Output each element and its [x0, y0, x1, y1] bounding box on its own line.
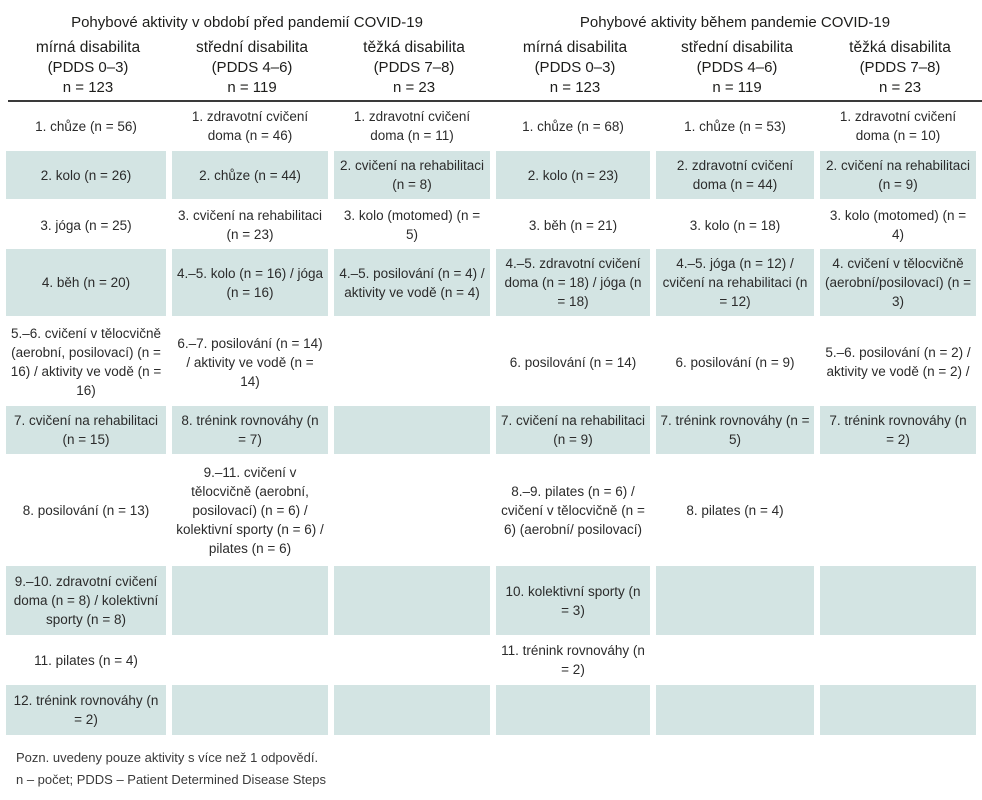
cell-text: 3. kolo (motomed) (n = 5) — [343, 208, 481, 242]
cell-text: 6.–7. posilování (n = 14) / aktivity ve vodě (n = 14) — [177, 335, 323, 389]
table-cell — [6, 249, 166, 316]
cell-text: 8.–9. pilates (n = 6) / cvičení v tělocvičně (n = 6) (aerobní/ posilovací) — [501, 483, 645, 537]
cell-text: 1. chůze (n = 53) — [684, 118, 786, 134]
column-header-n: n = 23 — [392, 79, 436, 96]
cell-text: 2. cvičení na rehabilitaci (n = 8) — [339, 158, 485, 192]
table-cell — [820, 203, 976, 247]
table-cell — [6, 151, 166, 199]
cell-text: 2. kolo (n = 26) — [40, 167, 132, 183]
table-cell — [6, 456, 166, 564]
table-cell — [334, 249, 490, 316]
cell-text: 9.–10. zdravotní cvičení doma (n = 8) / kolektivní sporty (n = 8) — [13, 574, 159, 627]
table-cell — [334, 151, 490, 199]
table-cell — [6, 566, 166, 635]
cell-text: 7. trénink rovnováhy (n = 2) — [829, 413, 967, 447]
column-header-n: n = 123 — [62, 79, 114, 96]
column-header-title: střední disabilita — [680, 39, 793, 56]
cell-text: 8. pilates (n = 4) — [686, 502, 784, 518]
table-cell — [820, 320, 976, 404]
column-header — [496, 38, 654, 98]
table-cell — [172, 103, 328, 149]
table-cell — [172, 685, 328, 735]
column-header-title: mírná disabilita — [522, 39, 628, 56]
table-cell — [334, 320, 490, 404]
table-cell — [172, 566, 328, 635]
table-cell — [6, 685, 166, 735]
table-cell — [172, 203, 328, 247]
table-cell — [656, 456, 814, 564]
column-header-title: těžká disabilita — [849, 39, 951, 56]
cell-text: 2. cvičení na rehabilitaci (n = 9) — [825, 158, 971, 192]
table-cell — [656, 685, 814, 735]
table-cell — [496, 203, 650, 247]
table-cell — [172, 249, 328, 316]
column-header — [172, 38, 332, 98]
table-cell — [496, 456, 650, 564]
cell-text: 3. kolo (n = 18) — [689, 217, 781, 233]
table-cell — [6, 103, 166, 149]
cell-text: 4.–5. posilování (n = 4) / aktivity ve vodě (n = 4) — [339, 265, 485, 300]
group-header-during-pandemic: Pohybové aktivity během pandemie COVID-19 — [579, 14, 891, 31]
cell-text: 2. kolo (n = 23) — [527, 167, 619, 183]
table-cell — [334, 566, 490, 635]
cell-text: 7. cvičení na rehabilitaci (n = 15) — [13, 413, 159, 447]
column-header-title: mírná disabilita — [35, 39, 141, 56]
table-cell — [172, 406, 328, 454]
table-cell — [496, 637, 650, 683]
table-cell — [334, 456, 490, 564]
column-header — [656, 38, 818, 98]
table-cell — [820, 637, 976, 683]
table-cell — [820, 151, 976, 199]
table-cell — [334, 637, 490, 683]
column-header-n: n = 23 — [878, 79, 922, 96]
column-header-pdds: (PDDS 0–3) — [47, 59, 129, 76]
cell-text: 1. zdravotní cvičení doma (n = 46) — [191, 109, 309, 143]
cell-text: 3. kolo (motomed) (n = 4) — [829, 208, 967, 242]
table-cell — [656, 637, 814, 683]
column-header-n: n = 123 — [549, 79, 601, 96]
cell-text: 11. trénink rovnováhy (n = 2) — [501, 643, 645, 677]
table-cell — [6, 320, 166, 404]
table-cell — [496, 406, 650, 454]
cell-text: 3. běh (n = 21) — [528, 217, 618, 233]
cell-text: 7. trénink rovnováhy (n = 5) — [660, 413, 810, 447]
cell-text: 1. zdravotní cvičení doma (n = 10) — [839, 109, 957, 143]
column-header-pdds: (PDDS 4–6) — [211, 59, 293, 76]
table-cell — [656, 203, 814, 247]
cell-text: 12. trénink rovnováhy (n = 2) — [13, 693, 159, 727]
table-cell — [656, 566, 814, 635]
cell-text: 10. kolektivní sporty (n = 3) — [505, 583, 641, 618]
footnote-2: n – počet; PDDS – Patient Determined Disease Steps — [16, 772, 326, 787]
table-cell — [6, 203, 166, 247]
table-cell — [334, 103, 490, 149]
column-header-pdds: (PDDS 7–8) — [373, 59, 455, 76]
table-cell — [656, 249, 814, 316]
cell-text: 4.–5. kolo (n = 16) / jóga (n = 16) — [177, 265, 323, 300]
cell-text: 3. cvičení na rehabilitaci (n = 23) — [177, 208, 323, 242]
cell-text: 5.–6. cvičení v tělocvičně (aerobní, posilovací) (n = 16) / aktivity ve vodě (n = 16) — [10, 326, 162, 398]
table-cell — [172, 320, 328, 404]
cell-text: 2. chůze (n = 44) — [199, 167, 301, 183]
table-cell — [820, 456, 976, 564]
column-header-title: střední disabilita — [195, 39, 308, 56]
cell-text: 8. trénink rovnováhy (n = 7) — [181, 413, 319, 447]
table-cell — [172, 637, 328, 683]
cell-text: 1. chůze (n = 56) — [35, 118, 137, 134]
cell-text: 3. jóga (n = 25) — [40, 217, 132, 233]
table-cell — [334, 685, 490, 735]
column-header-n: n = 119 — [712, 79, 762, 96]
cell-text: 6. posilování (n = 9) — [675, 354, 795, 370]
column-header-title: těžká disabilita — [363, 39, 465, 56]
column-header-n: n = 119 — [227, 79, 277, 96]
table-cell — [334, 406, 490, 454]
table-cell — [820, 249, 976, 316]
table-cell — [334, 203, 490, 247]
cell-text: 1. zdravotní cvičení doma (n = 11) — [353, 109, 471, 143]
cell-text: 7. cvičení na rehabilitaci (n = 9) — [500, 413, 646, 447]
table-cell — [6, 637, 166, 683]
cell-text: 2. zdravotní cvičení doma (n = 44) — [676, 158, 794, 192]
group-header-before-pandemic: Pohybové aktivity v období před pandemií COVID-19 — [71, 14, 423, 31]
table-cell — [496, 249, 650, 316]
cell-text: 6. posilování (n = 14) — [509, 354, 637, 370]
table-cell — [656, 103, 814, 149]
table-cell — [6, 406, 166, 454]
table-cell — [496, 320, 650, 404]
cell-text: 4. běh (n = 20) — [41, 275, 131, 290]
table-cell — [496, 566, 650, 635]
column-header-pdds: (PDDS 0–3) — [534, 59, 616, 76]
cell-text: 1. chůze (n = 68) — [522, 118, 624, 134]
footnote-1: Pozn. uvedeny pouze aktivity s více než 1 odpovědí. — [16, 750, 319, 765]
table-cell — [496, 151, 650, 199]
table-cell — [496, 103, 650, 149]
table-cell — [656, 320, 814, 404]
table-cell — [820, 103, 976, 149]
cell-text: 5.–6. posilování (n = 2) / aktivity ve vodě (n = 2) / — [825, 345, 971, 379]
cell-text: 4.–5. jóga (n = 12) / cvičení na rehabilitaci (n = 12) — [662, 256, 808, 309]
cell-text: 4.–5. zdravotní cvičení doma (n = 18) / jóga (n = 18) — [504, 256, 642, 309]
cell-text: 4. cvičení v tělocvičně (aerobní/posilovací) (n = 3) — [825, 256, 971, 309]
column-header — [820, 38, 980, 98]
table-cell — [820, 406, 976, 454]
table-cell — [496, 685, 650, 735]
table-cell — [820, 685, 976, 735]
table-cell — [820, 566, 976, 635]
cell-text: 9.–11. cvičení v tělocvičně (aerobní, posilovací) (n = 6) / kolektivní sporty (n = 6) / pilates (n = 6) — [176, 464, 324, 556]
table-cell — [172, 151, 328, 199]
table-cell — [172, 456, 328, 564]
column-header — [334, 38, 494, 98]
cell-text: 8. posilování (n = 13) — [22, 502, 150, 518]
column-header-pdds: (PDDS 4–6) — [696, 59, 778, 76]
cell-text: 11. pilates (n = 4) — [34, 652, 138, 668]
table-cell — [656, 406, 814, 454]
column-header-pdds: (PDDS 7–8) — [859, 59, 941, 76]
column-header — [6, 38, 170, 98]
table-cell — [656, 151, 814, 199]
header-divider — [8, 100, 982, 102]
